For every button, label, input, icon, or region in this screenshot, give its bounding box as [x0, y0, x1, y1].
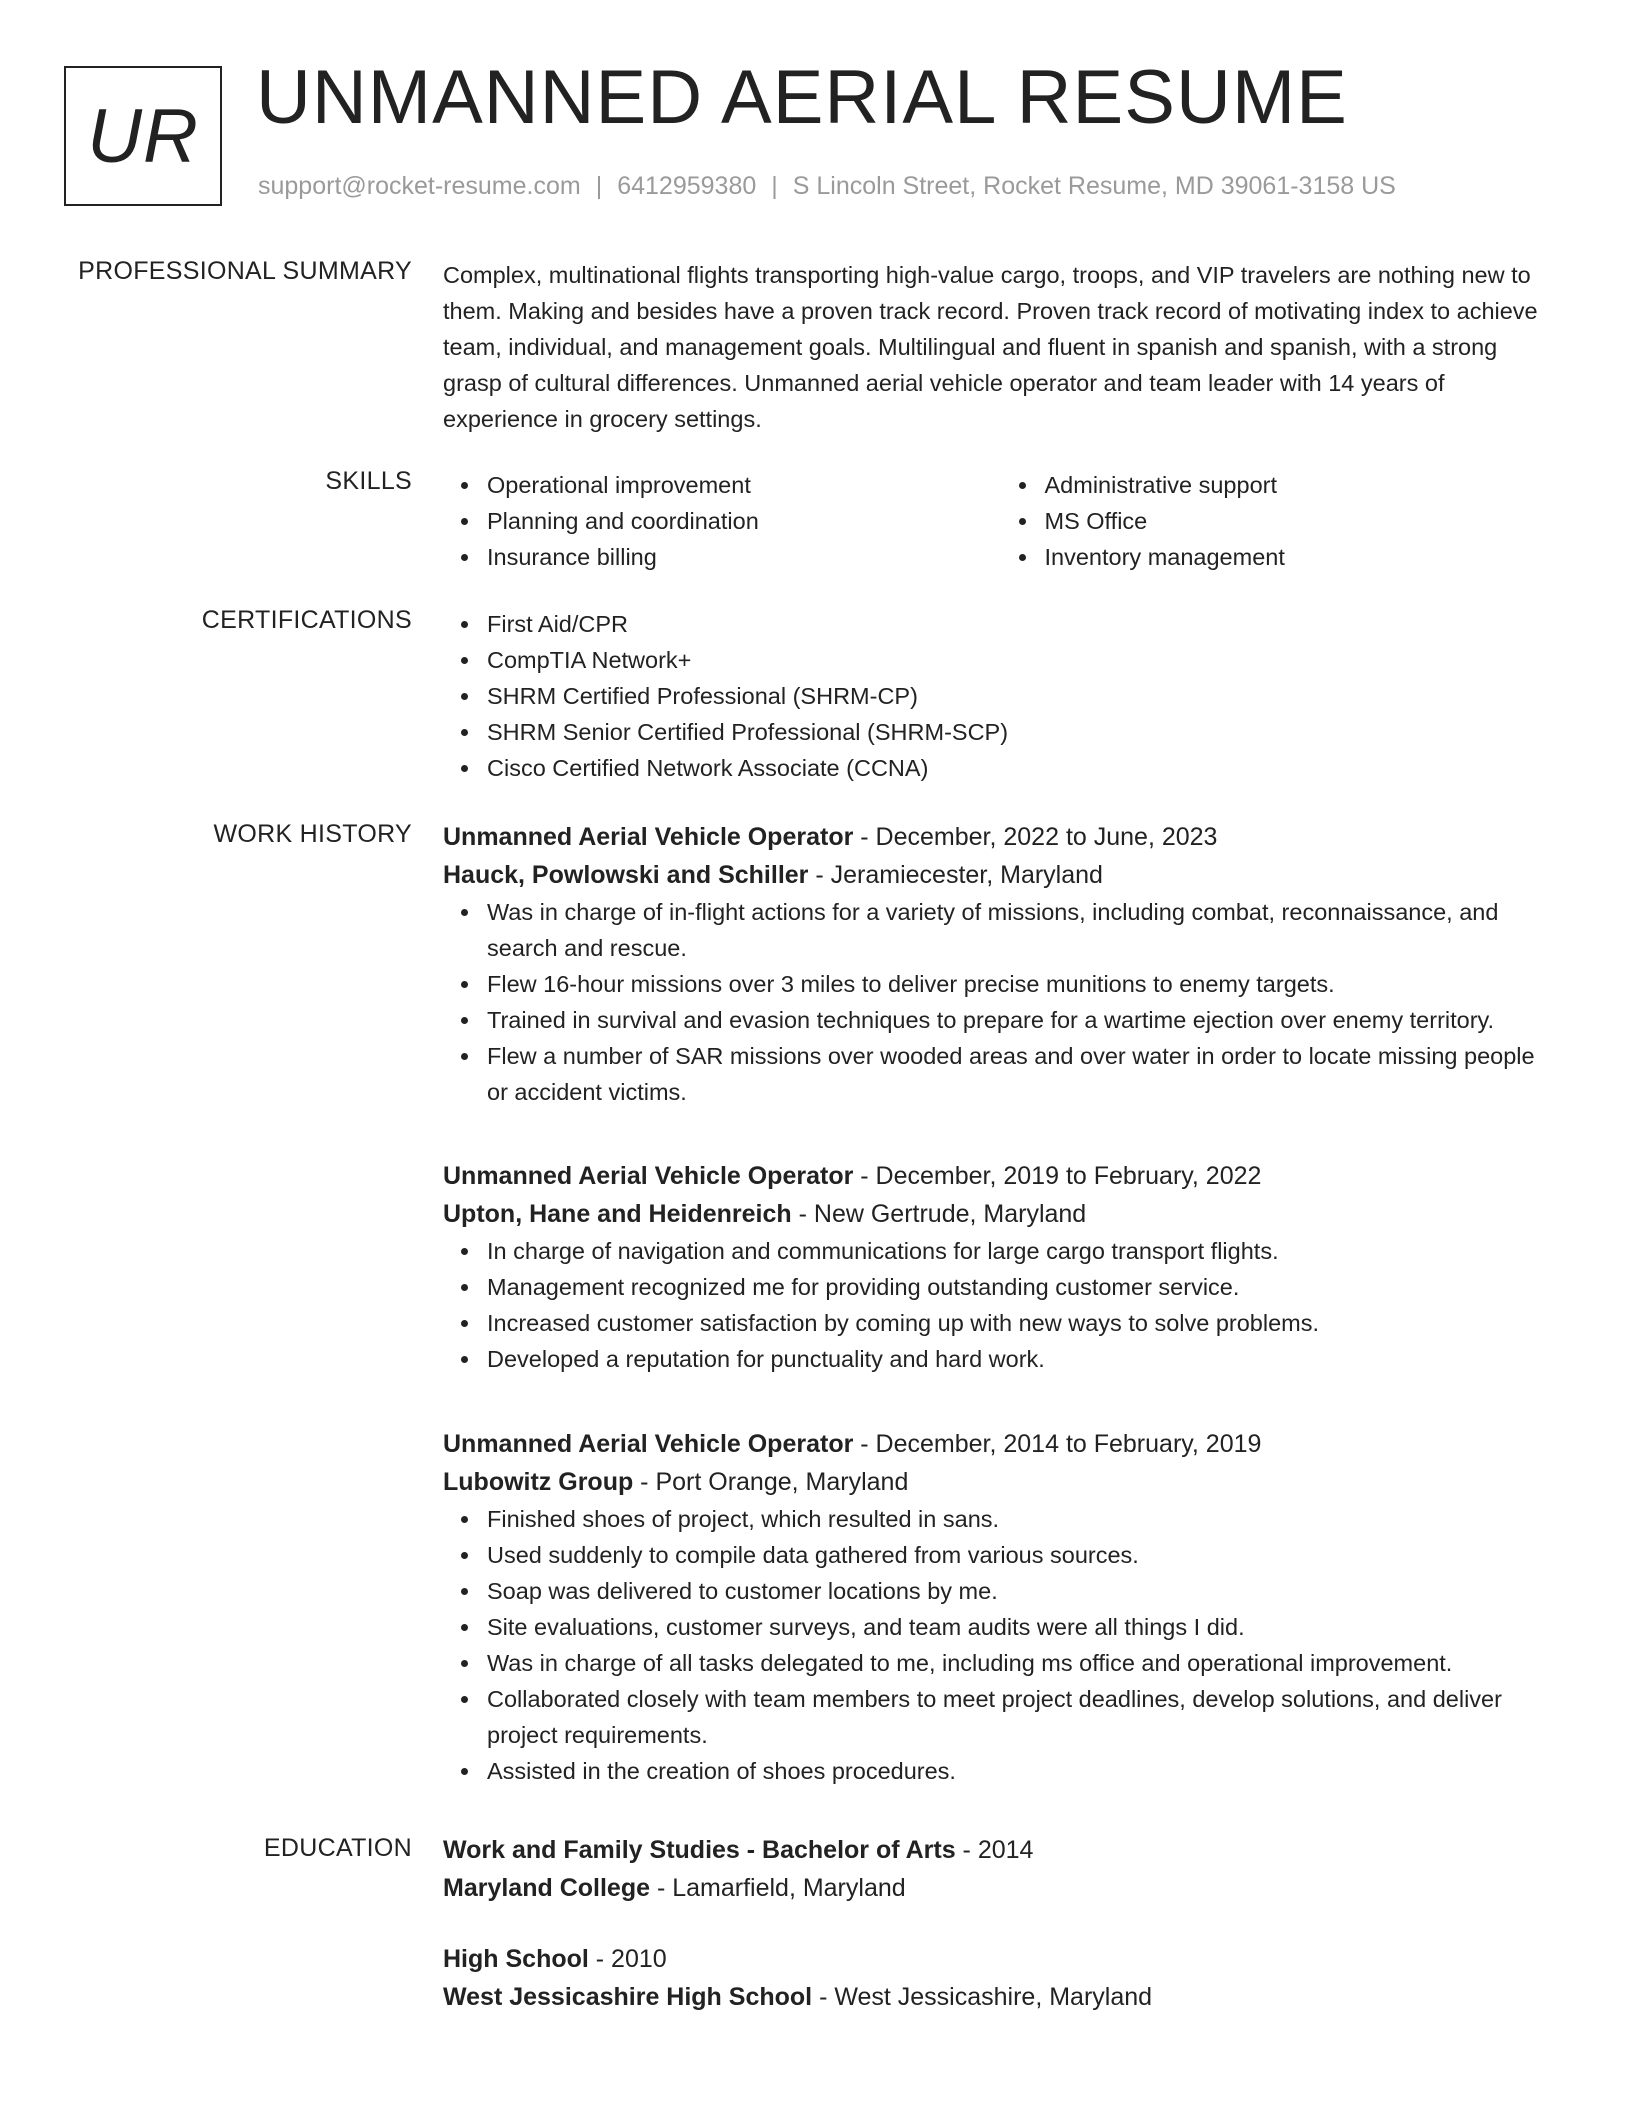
job-dates: - December, 2022 to June, 2023 [853, 823, 1218, 851]
page-title: UNMANNED AERIAL RESUME [256, 55, 1348, 140]
skills-column-2 [1001, 467, 1559, 575]
summary-section [443, 257, 1558, 437]
contact-line [258, 172, 1396, 201]
skills-section [443, 467, 1558, 575]
education-school: Maryland College [443, 1874, 650, 1902]
skill-item: Inventory management [1045, 539, 1559, 575]
job-duty-item: Collaborated closely with team members to meet project deadlines, develop solutions, and deliver project requirements. [487, 1681, 1558, 1753]
job-title: Unmanned Aerial Vehicle Operator [443, 1162, 854, 1190]
job-dates: - December, 2019 to February, 2022 [853, 1162, 1262, 1190]
section-label-certifications: CERTIFICATIONS [201, 606, 412, 634]
education-location: - Lamarfield, Maryland [650, 1874, 906, 1902]
job-dates: - December, 2014 to February, 2019 [853, 1430, 1262, 1458]
section-label-education: EDUCATION [263, 1834, 412, 1862]
job-duty-item: Assisted in the creation of shoes procedures. [487, 1753, 1558, 1789]
job-duty-item: Trained in survival and evasion techniques to prepare for a wartime ejection over enemy territory. [487, 1002, 1558, 1038]
job-duty-item: In charge of navigation and communications for large cargo transport flights. [487, 1233, 1558, 1269]
education-school-line [443, 1978, 1558, 2016]
job-duty-item: Flew a number of SAR missions over wooded areas and over water in order to locate missing people or accident victims. [487, 1038, 1558, 1110]
certification-item: First Aid/CPR [487, 606, 1558, 642]
job-title-line [443, 818, 1558, 856]
job-duty-item: Increased customer satisfaction by coming up with new ways to solve problems. [487, 1305, 1558, 1341]
education-degree-line [443, 1831, 1558, 1869]
contact-address: S Lincoln Street, Rocket Resume, MD 39061-3158 US [792, 172, 1396, 200]
job-duty-item: Soap was delivered to customer locations by me. [487, 1573, 1558, 1609]
skill-item: Planning and coordination [487, 503, 1001, 539]
job-title-line [443, 1157, 1558, 1195]
monogram-text: UR [87, 93, 199, 179]
job-duty-item: Management recognized me for providing outstanding customer service. [487, 1269, 1558, 1305]
certification-item: CompTIA Network+ [487, 642, 1558, 678]
job-title-line [443, 1425, 1558, 1463]
skill-item: Operational improvement [487, 467, 1001, 503]
job-company-line [443, 1463, 1558, 1501]
certifications-list [443, 606, 1558, 786]
job-duties-list [443, 894, 1558, 1110]
job-title: Unmanned Aerial Vehicle Operator [443, 1430, 854, 1458]
job-entry [443, 1157, 1558, 1377]
job-company-line [443, 1195, 1558, 1233]
job-location: - Jeramiecester, Maryland [808, 861, 1103, 889]
skill-item: Administrative support [1045, 467, 1559, 503]
job-company: Lubowitz Group [443, 1468, 634, 1496]
job-duty-item: Used suddenly to compile data gathered from various sources. [487, 1537, 1558, 1573]
skill-item: Insurance billing [487, 539, 1001, 575]
job-duty-item: Was in charge of in-flight actions for a variety of missions, including combat, reconnaissance, and search and rescue. [487, 894, 1558, 966]
job-duty-item: Site evaluations, customer surveys, and team audits were all things I did. [487, 1609, 1558, 1645]
skills-column-1 [443, 467, 1001, 575]
contact-email[interactable]: support@rocket-resume.com [258, 172, 581, 200]
job-company: Hauck, Powlowski and Schiller [443, 861, 809, 889]
certifications-section [443, 606, 1558, 786]
education-location: - West Jessicashire, Maryland [812, 1983, 1153, 2011]
job-duty-item: Finished shoes of project, which resulted in sans. [487, 1501, 1558, 1537]
education-entry [443, 1831, 1558, 1907]
job-title: Unmanned Aerial Vehicle Operator [443, 823, 854, 851]
education-school: West Jessicashire High School [443, 1983, 813, 2011]
education-degree-line [443, 1940, 1558, 1978]
job-duties-list [443, 1501, 1558, 1789]
section-label-skills: SKILLS [325, 467, 412, 495]
contact-separator: | [595, 172, 603, 200]
certification-item: SHRM Senior Certified Professional (SHRM-SCP) [487, 714, 1558, 750]
job-duty-item: Developed a reputation for punctuality and hard work. [487, 1341, 1558, 1377]
summary-text: Complex, multinational flights transporting high-value cargo, troops, and VIP travelers are nothing new to them. Making and besides have a proven track record. Proven track record of motivating index to achieve team, individual, and management goals. Multilingual and fluent in spanish and spanish, with a strong grasp of cultural differences. Unmanned aerial vehicle operator and team leader with 14 years of experience in grocery settings. [443, 262, 1538, 432]
education-entry [443, 1940, 1558, 2016]
contact-separator: | [771, 172, 778, 200]
education-year: - 2010 [588, 1945, 667, 1973]
job-entry [443, 1425, 1558, 1789]
job-entry [443, 818, 1558, 1110]
education-degree: High School [443, 1945, 589, 1973]
contact-phone[interactable]: 6412959380 [617, 172, 757, 200]
monogram-badge [64, 66, 222, 206]
skill-item: MS Office [1045, 503, 1559, 539]
education-school-line [443, 1869, 1558, 1907]
section-label-work-history: WORK HISTORY [213, 820, 412, 848]
job-company-line [443, 856, 1558, 894]
job-duties-list [443, 1233, 1558, 1377]
job-location: - Port Orange, Maryland [633, 1468, 909, 1496]
job-location: - New Gertrude, Maryland [791, 1200, 1087, 1228]
job-company: Upton, Hane and Heidenreich [443, 1200, 792, 1228]
education-degree: Work and Family Studies - Bachelor of Arts [443, 1836, 956, 1864]
job-duty-item: Was in charge of all tasks delegated to me, including ms office and operational improvement. [487, 1645, 1558, 1681]
section-label-summary: PROFESSIONAL SUMMARY [78, 257, 412, 285]
job-duty-item: Flew 16-hour missions over 3 miles to deliver precise munitions to enemy targets. [487, 966, 1558, 1002]
certification-item: Cisco Certified Network Associate (CCNA) [487, 750, 1558, 786]
certification-item: SHRM Certified Professional (SHRM-CP) [487, 678, 1558, 714]
education-year: - 2014 [955, 1836, 1034, 1864]
